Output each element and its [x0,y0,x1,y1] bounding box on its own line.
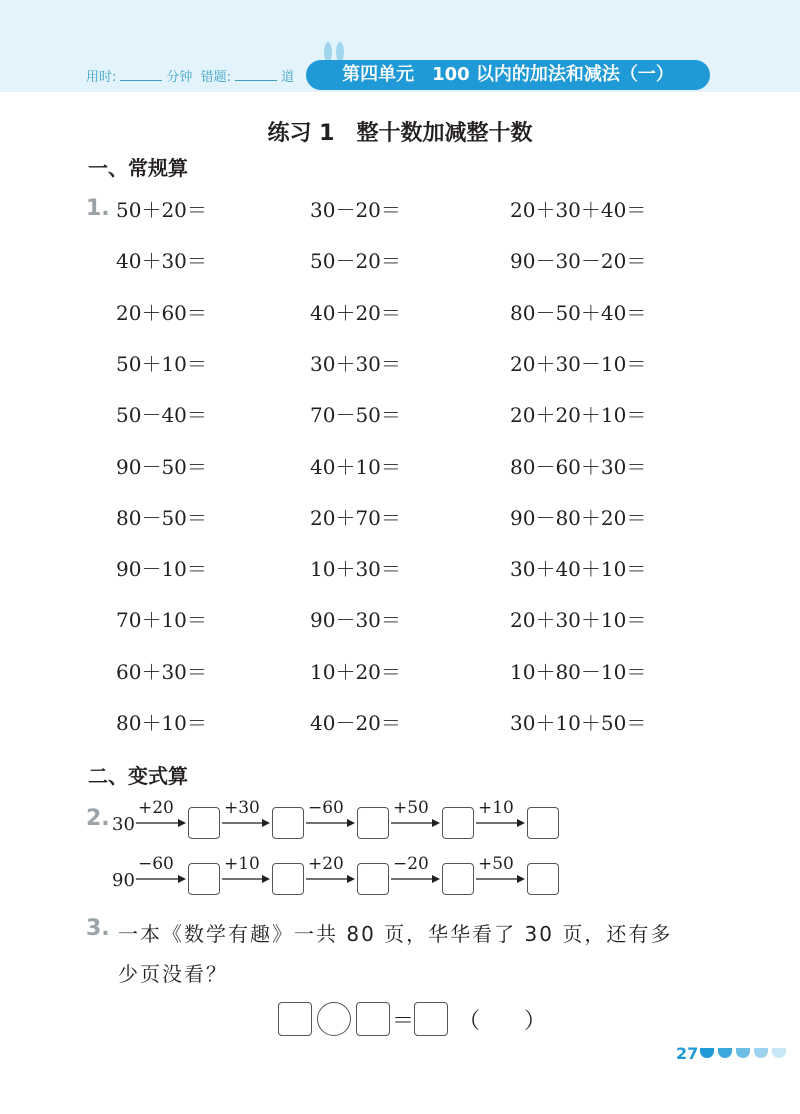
equation: 40－20＝ [310,711,401,735]
equation: 80－50＋40＝ [510,301,647,325]
arrow-icon [222,874,270,884]
equation: 70＋10＝ [116,608,207,632]
footer-dot-icon [736,1048,750,1058]
equation: 90－30－20＝ [510,249,647,273]
question-number-1: 1. [86,196,110,221]
equation: 40＋20＝ [310,301,401,325]
minute-label: 分钟 [166,70,193,85]
equation: 90－10＝ [116,557,207,581]
time-label: 用时: [86,70,117,85]
operation-label: −60 [138,854,174,874]
answer-box[interactable] [442,807,474,839]
errors-label: 错题: [200,70,232,85]
equation: 20＋20＋10＝ [510,403,647,427]
equation: 40＋30＝ [116,249,207,273]
arrow-icon [222,818,270,828]
word-problem-line-2: 少页没看？ [118,962,228,986]
arrow-icon [476,818,525,828]
operation-label: +10 [224,854,260,874]
answer-box[interactable] [188,863,220,895]
page-number: 27 [676,1044,699,1063]
equation: 70－50＝ [310,403,401,427]
unit-title: 第四单元 100 以内的加法和减法（一） [306,60,710,90]
footer-dot-icon [700,1048,714,1058]
time-and-errors-record [86,66,294,85]
equation: 90－30＝ [310,608,401,632]
answer-equals: ＝ [392,1009,415,1034]
equation: 20＋70＝ [310,506,401,530]
section-heading-regular: 一、常规算 [88,156,188,180]
equation: 30＋40＋10＝ [510,557,647,581]
footer-dot-icon [754,1048,768,1058]
footer-dot-icon [772,1048,786,1058]
answer-box[interactable] [357,863,389,895]
equation: 90－80＋20＝ [510,506,647,530]
equation: 20＋60＝ [116,301,207,325]
equation: 50＋20＝ [116,198,207,222]
answer-box[interactable] [357,807,389,839]
equation: 30－20＝ [310,198,401,222]
equation: 10＋20＝ [310,660,401,684]
answer-box[interactable] [272,807,304,839]
arrow-icon [136,818,186,828]
section-heading-variant: 二、变式算 [88,764,188,788]
word-problem-line-1: 一本《数学有趣》一共 80 页，华华看了 30 页，还有多 [118,922,673,946]
equation: 90－50＝ [116,455,207,479]
operation-label: +20 [308,854,344,874]
chain-start-number: 90 [112,870,135,891]
operation-label: +10 [478,798,514,818]
arrow-icon [306,874,355,884]
equation: 20＋30－10＝ [510,352,647,376]
equation: 40＋10＝ [310,455,401,479]
equation: 30＋10＋50＝ [510,711,647,735]
answer-operator-circle[interactable] [317,1002,351,1036]
arrow-icon [306,818,355,828]
equation: 50－40＝ [116,403,207,427]
answer-box-result[interactable] [414,1002,448,1036]
answer-box-1[interactable] [278,1002,312,1036]
chain-start-number: 30 [112,814,135,835]
equation: 50＋10＝ [116,352,207,376]
arrow-icon [391,818,440,828]
answer-box[interactable] [272,863,304,895]
operation-label: +50 [393,798,429,818]
equation: 50－20＝ [310,249,401,273]
bunny-ears-icon [318,42,352,62]
operation-label: +20 [138,798,174,818]
question-number-3: 3. [86,916,110,941]
answer-box[interactable] [188,807,220,839]
equation: 80－50＝ [116,506,207,530]
equation: 30＋30＝ [310,352,401,376]
answer-box[interactable] [527,863,559,895]
operation-label: −60 [308,798,344,818]
answer-box-2[interactable] [356,1002,390,1036]
answer-box[interactable] [442,863,474,895]
answer-unit-paren[interactable]: （ ） [458,1009,547,1034]
answer-box[interactable] [527,807,559,839]
equation: 80＋10＝ [116,711,207,735]
equation: 10＋30＝ [310,557,401,581]
equation: 20＋30＋10＝ [510,608,647,632]
arrow-icon [476,874,525,884]
equation: 20＋30＋40＝ [510,198,647,222]
time-blank[interactable] [120,68,162,81]
operation-label: +30 [224,798,260,818]
count-label: 道 [281,70,295,85]
operation-label: +50 [478,854,514,874]
arrow-icon [136,874,186,884]
arrow-icon [391,874,440,884]
equation: 80－60＋30＝ [510,455,647,479]
question-number-2: 2. [86,806,110,831]
operation-label: −20 [393,854,429,874]
equation: 10＋80－10＝ [510,660,647,684]
equation: 60＋30＝ [116,660,207,684]
page-title: 练习 1 整十数加减整十数 [267,121,533,146]
errors-blank[interactable] [235,68,277,81]
footer-dot-icon [718,1048,732,1058]
